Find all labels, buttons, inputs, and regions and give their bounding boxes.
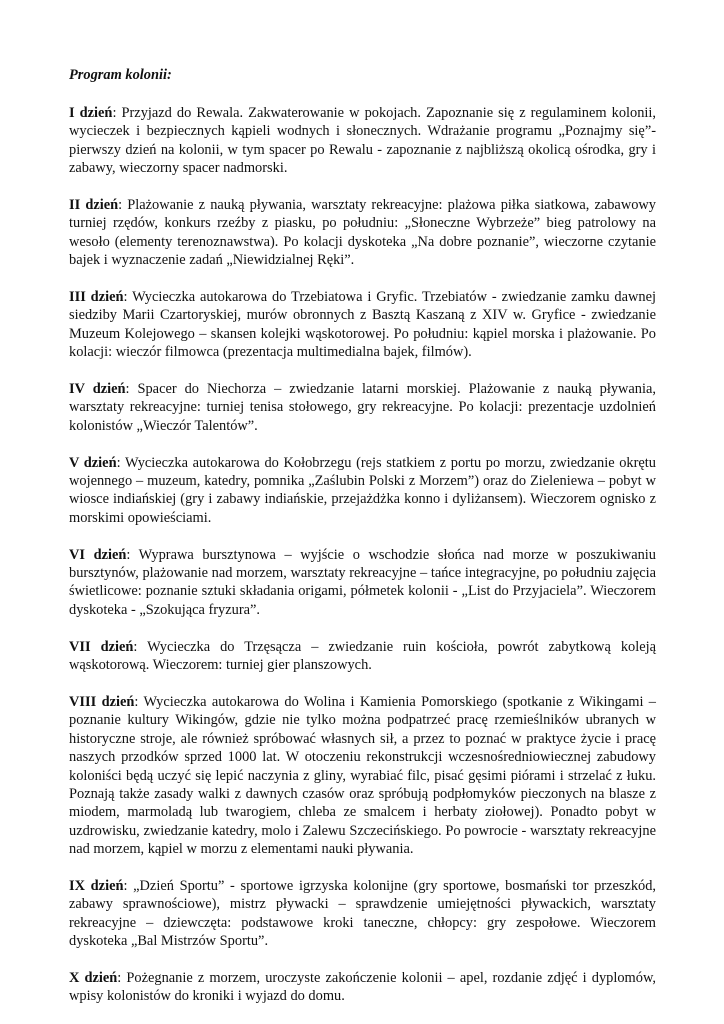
day-label: VIII dzień [69,693,135,710]
day-text: : Wycieczka autokarowa do Wolina i Kamienia Pomorskiego (spotkanie z Wikingami – poznanie kultury Wikingów, gdzie nie tylko można podpatrzeć pracę rzemieślników ubranych w historyczne stroje, ale również spróbować własnych sił, a przez to poznać w praktyce życie i pracę naszych przodków sprzed 1000 lat. W otoczeniu rekonstrukcji wczesnośredniowiecznej zabudowy koloniści będą uczyć się lepić naczynia z gliny, wyrabiać filc, pisać gęsimi piórami i strzelać z łuku. Poznają także zasady walki z dawnych czasów oraz spróbują podpłomyków pieczonych na blasze z miodem, marmoladą lub twarogiem, chleba ze smalcem i herbaty ziołowej). Ponadto pobyt w uzdrowisku, zwiedzanie katedry, molo i Zalewu Szczecińskiego. Po powrocie - warsztaty rekreacyjne nad morzem, kąpiel w morzu z elementami nauki pływania. [69,693,657,858]
day-label: IV dzień [69,381,126,398]
day-label: I dzień [69,105,113,121]
day-text: : Wycieczka autokarowa do Trzebiatowa i Gryfic. Trzebiatów - zwiedzanie zamku dawnej siedziby Marii Czartoryskiej, murów obronnych z Basztą Kaszaną z XIV w. Gryfice - zwiedzanie Muzeum Kolejowego – skansen kolejki wąskotorowej. Po południu: kąpiel morska i plażowanie. Po kolacji: wieczór filmowca (prezentacja multimedialna bajek, filmów). [69,289,656,361]
day-label: X dzień [69,969,118,986]
document-heading: Program kolonii: [69,67,172,83]
day-paragraph-6 [69,546,656,620]
day-label: VII dzień [69,638,134,655]
day-text: : Wycieczka do Trzęsącza – zwiedzanie ruin kościoła, powrót zabytkową koleją wąskotorową. Wieczorem: turniej gier planszowych. [69,638,656,674]
day-paragraph-4 [69,380,656,435]
day-paragraph-9 [69,877,656,951]
day-label: V dzień [69,454,117,471]
day-text: : Przyjazd do Rewala. Zakwaterowanie w pokojach. Zapoznanie się z regulaminem kolonii, wycieczek i bezpiecznych kąpieli wodnych i słonecznych. Wdrażanie programu „Poznajmy się”- pierwszy dzień na kolonii, w tym spacer po Rewalu - zapoznanie z najbliższą okolicą ośrodka, gry i zabawy, wieczorny spacer nadmorski. [69,105,656,177]
day-text: : Spacer do Niechorza – zwiedzanie latarni morskiej. Plażowanie z nauką pływania, warsztaty rekreacyjne: turniej tenisa stołowego, gry rekreacyjne. Po kolacji: prezentacje uzdolnień kolonistów „Wieczór Talentów”. [69,381,656,434]
day-paragraph-10 [69,969,656,1006]
day-text: : „Dzień Sportu” - sportowe igrzyska kolonijne (gry sportowe, bosmański tor przeszkód, zabawy sprawnościowe), mistrz pływacki – sprawdzenie umiejętności pływackich, warsztaty rekreacyjne – dziewczęta: podstawowe kroki taneczne, chłopcy: gry zespołowe. Wieczorem dyskoteka „Bal Mistrzów Sportu”. [69,877,656,950]
day-paragraph-8 [69,693,656,859]
day-label: III dzień [69,289,124,306]
day-label: IX dzień [69,877,124,894]
day-paragraph-2 [69,196,656,270]
day-paragraph-1 [69,104,656,178]
day-paragraph-5 [69,454,656,528]
day-paragraph-7 [69,638,656,675]
day-text: : Pożegnanie z morzem, uroczyste zakończenie kolonii – apel, rozdanie zdjęć i dyplomów, wpisy kolonistów do kroniki i wyjazd do domu. [69,969,656,1005]
day-text: : Wyprawa bursztynowa – wyjście o wschodzie słońca nad morze w poszukiwaniu bursztynów, plażowanie nad morzem, warsztaty rekreacyjne – tańce integracyjne, po południu zajęcia świetlicowe: poznanie sztuki składania origami, półmetek kolonii - „List do Przyjaciela”. Wieczorem dyskoteka - „Szokująca fryzura”. [69,546,657,618]
document-page [69,66,656,1024]
day-text: : Wycieczka autokarowa do Kołobrzegu (rejs statkiem z portu po morzu, zwiedzanie okrętu wojennego – muzeum, katedry, pomnika „Zaślubin Polski z Morzem”) oraz do Zieleniewa – pobyt w wiosce indiańskiej (gry i zabawy indiańskie, przejażdżka konno i dyliżansem). Wieczorem ognisko z morskimi opowieściami. [69,454,656,526]
day-paragraph-3 [69,288,656,362]
day-label: VI dzień [69,546,127,563]
day-label: II dzień [69,197,119,214]
day-text: : Plażowanie z nauką pływania, warsztaty rekreacyjne: plażowa piłka siatkowa, zabawowy turniej rzędów, konkurs rzeźby z piasku, po południu: „Słoneczne Wybrzeże” bieg patrolowy na wesoło (elementy terenoznawstwa). Po kolacji dyskoteka „Na dobre poznanie”, wieczorne czytanie bajek i wyznaczenie zadań „Niewidzialnej Ręki”. [69,197,656,269]
